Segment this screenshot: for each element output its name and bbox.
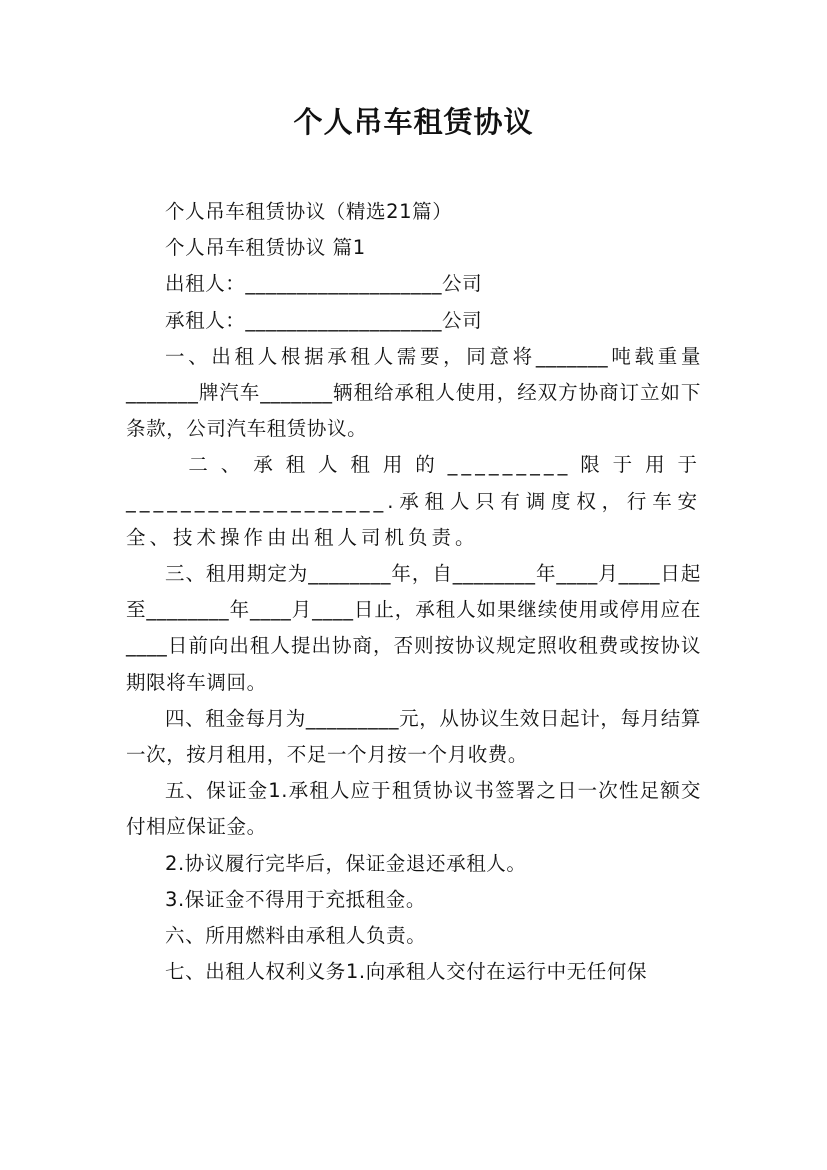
- document-title: 个人吊车租赁协议: [293, 105, 534, 139]
- paragraph-lessor: 出租人：___________________公司: [165, 272, 483, 296]
- document-body: [126, 194, 701, 990]
- paragraph-clause-3: 三、租用期定为________年，自________年____月____日起至________年____月____日止，承租人如果继续使用或停用应在____日前向出租人提出协商，否则按协议规定照收租费或按协议期限将车调回。: [126, 562, 701, 694]
- paragraph-subtitle: 个人吊车租赁协议（精选21篇）: [165, 200, 453, 223]
- paragraph-lessee: 承租人：___________________公司: [165, 308, 483, 332]
- paragraph-clause-5-item-2: 2.协议履行完毕后，保证金退还承租人。: [165, 851, 527, 875]
- paragraph-clause-1: 一、出租人根据承租人需要，同意将_______吨载重量_______牌汽车_______辆租给承租人使用，经双方协商订立如下条款，公司汽车租赁协议。: [126, 344, 701, 441]
- paragraph-clause-5-item-3: 3.保证金不得用于充抵租金。: [165, 887, 427, 911]
- paragraph-section-heading: 个人吊车租赁协议 篇1: [165, 236, 366, 260]
- paragraph-clause-4: 四、租金每月为_________元，从协议生效日起计，每月结算一次，按月租用，不足一个月按一个月收费。: [126, 706, 701, 767]
- paragraph-clause-6: 六、所用燃料由承租人负责。: [165, 924, 427, 948]
- paragraph-clause-2: 二、承租人租用的_________限于用于___________________.承租人只有调度权，行车安全、技术操作由出租人司机负责。: [126, 453, 701, 549]
- paragraph-clause-5: 五、保证金1.承租人应于租赁协议书签署之日一次性足额交付相应保证金。: [126, 779, 701, 839]
- paragraph-clause-7: 七、出租人权利义务1.向承租人交付在运行中无任何保: [165, 960, 648, 984]
